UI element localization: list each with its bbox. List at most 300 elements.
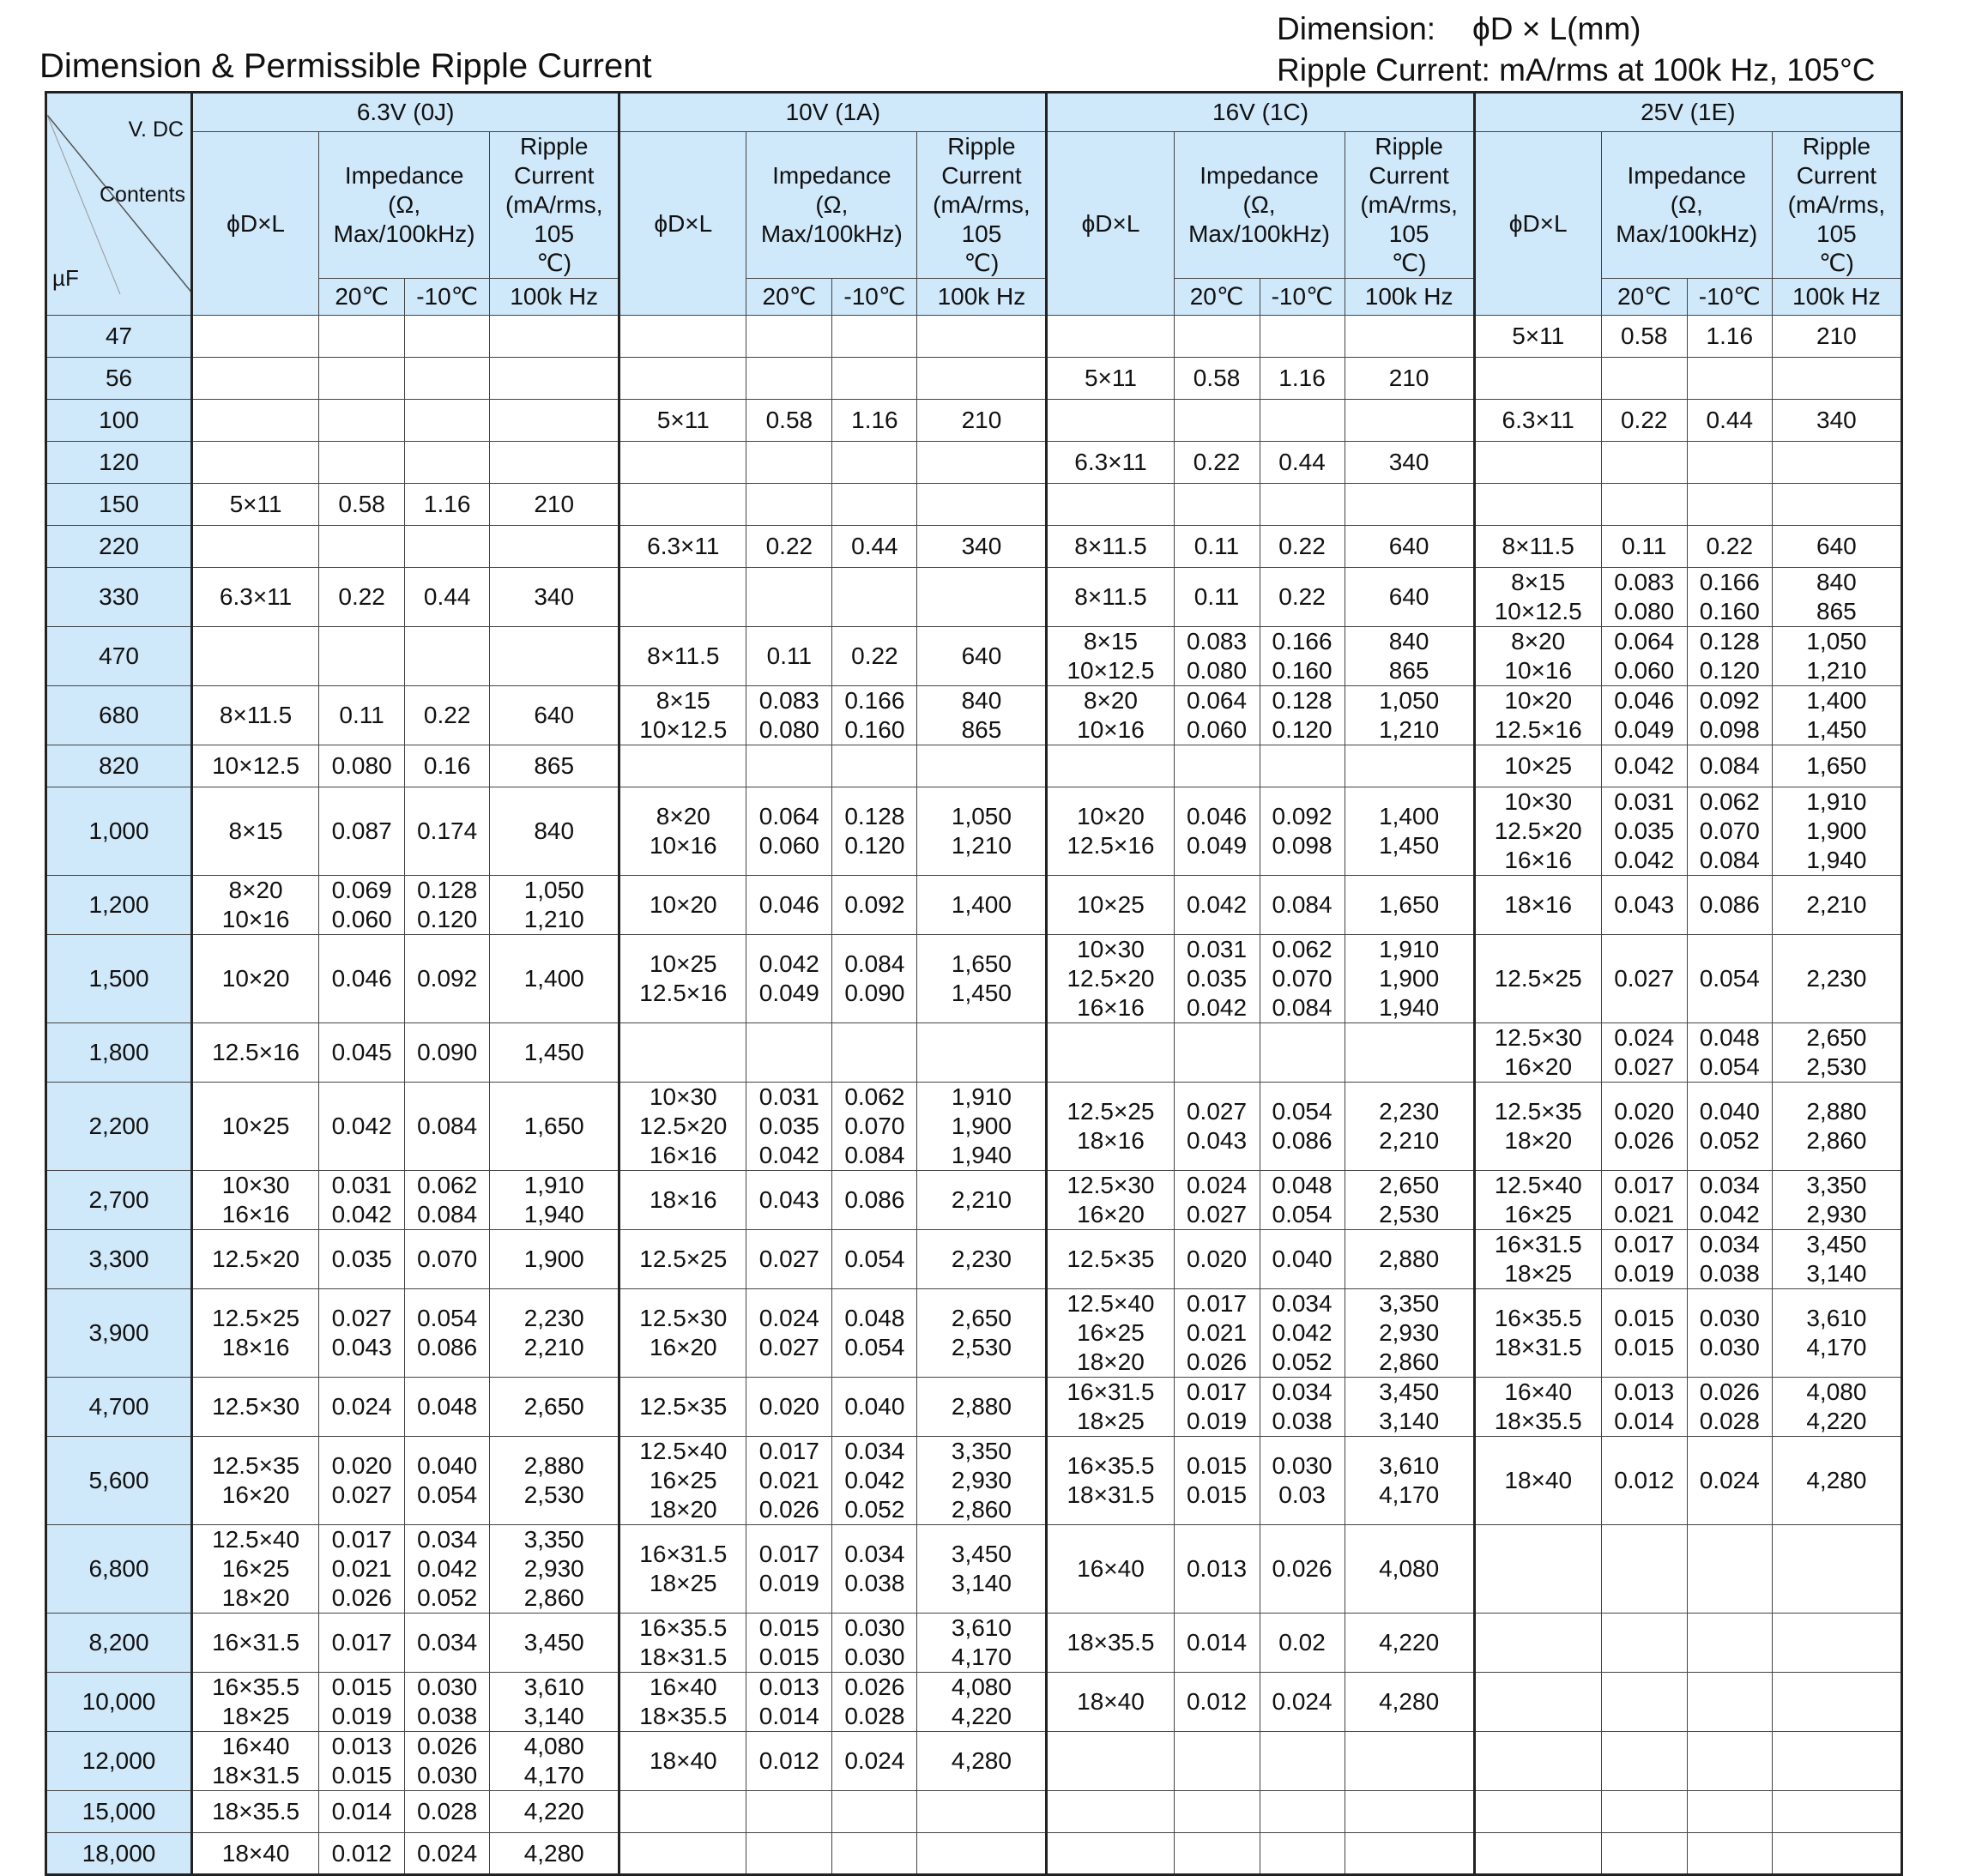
frequency-subheader: 100k Hz [917,279,1047,316]
impedance-20c-cell [319,627,405,686]
dimension-cell [1047,1732,1174,1791]
dimension-cell: 18×40 [1474,1437,1601,1525]
ripple-current-cell [1345,316,1474,358]
capacitance-cell: 4,700 [46,1378,192,1437]
table-row [46,1614,1902,1673]
impedance-20c-cell [1174,1023,1260,1083]
dimension-cell: 8×20 10×16 [1474,627,1601,686]
impedance-20c-cell: 0.027 [1601,935,1687,1023]
ripple-current-cell: 840 [490,787,619,876]
ripple-current-cell [1772,484,1901,526]
dimension-cell: 12.5×25 [619,1230,746,1289]
ripple-value: mA/rms at 100k Hz, 105°C [1499,52,1876,87]
corner-cell [46,93,192,316]
impedance-minus10c-cell: 0.084 [1260,876,1345,935]
dimension-value: ϕD × L(mm) [1472,11,1641,46]
ripple-current-cell: 1,050 1,210 [1772,627,1901,686]
ripple-current-cell [490,442,619,484]
ripple-current-cell [1772,1732,1901,1791]
impedance-minus10c-cell: 0.054 0.086 [405,1289,490,1378]
dimension-cell: 12.5×25 [1474,935,1601,1023]
table-row [46,627,1902,686]
dimension-cell: 8×15 10×12.5 [1474,568,1601,627]
dimension-cell [1474,1732,1601,1791]
impedance-20c-cell: 0.017 0.019 [746,1525,832,1614]
table-row [46,1791,1902,1833]
impedance-20c-cell [1601,484,1687,526]
dimension-cell [1047,400,1174,442]
temperature-subheader: -10℃ [1687,279,1772,316]
ripple-current-cell: 4,220 [1345,1614,1474,1673]
impedance-20c-cell [1174,484,1260,526]
impedance-20c-cell: 0.042 [319,1083,405,1171]
impedance-minus10c-cell: 0.062 0.070 0.084 [832,1083,917,1171]
table-row [46,400,1902,442]
dimension-cell: 10×20 [192,935,319,1023]
impedance-minus10c-cell: 0.22 [832,627,917,686]
capacitance-cell: 56 [46,358,192,400]
impedance-20c-cell: 0.046 [319,935,405,1023]
dimension-cell: 10×30 16×16 [192,1171,319,1230]
ripple-column-header: Ripple Current (mA/rms, 105 ℃) [490,132,619,279]
impedance-20c-cell: 0.043 [746,1171,832,1230]
ripple-current-cell: 1,050 1,210 [490,876,619,935]
impedance-20c-cell: 0.11 [1174,568,1260,627]
dimension-cell: 18×16 [1474,876,1601,935]
ripple-current-cell: 1,900 [490,1230,619,1289]
impedance-minus10c-cell: 1.16 [405,484,490,526]
impedance-minus10c-cell: 0.030 0.030 [1687,1289,1772,1378]
ripple-current-cell [1772,1525,1901,1614]
dimension-column-header: ϕD×L [1474,132,1601,316]
impedance-20c-cell: 0.020 0.026 [1601,1083,1687,1171]
impedance-20c-cell: 0.083 0.080 [1174,627,1260,686]
ripple-current-cell: 4,280 [1772,1437,1901,1525]
impedance-20c-cell [1174,1833,1260,1875]
dimension-cell [619,568,746,627]
capacitance-cell: 220 [46,526,192,568]
impedance-20c-cell [746,1791,832,1833]
ripple-current-cell: 210 [1345,358,1474,400]
ripple-current-cell: 865 [490,745,619,787]
dimension-cell: 10×25 [1047,876,1174,935]
impedance-20c-cell: 0.22 [1601,400,1687,442]
ripple-column-header: Ripple Current (mA/rms, 105 ℃) [917,132,1047,279]
capacitance-cell: 2,700 [46,1171,192,1230]
impedance-20c-cell: 0.024 0.027 [1601,1023,1687,1083]
impedance-minus10c-cell: 0.030 0.03 [1260,1437,1345,1525]
ripple-current-cell [1345,400,1474,442]
impedance-minus10c-cell: 0.084 0.090 [832,935,917,1023]
voltage-header: 6.3V (0J) [192,93,619,132]
impedance-minus10c-cell: 0.040 0.054 [405,1437,490,1525]
dimension-cell: 8×11.5 [1047,568,1174,627]
capacitance-cell: 3,300 [46,1230,192,1289]
ripple-current-cell: 1,650 [490,1083,619,1171]
ripple-current-cell: 1,910 1,900 1,940 [1772,787,1901,876]
temperature-subheader: -10℃ [1260,279,1345,316]
table-row [46,484,1902,526]
impedance-20c-cell: 0.017 0.021 [1601,1171,1687,1230]
capacitance-cell: 1,800 [46,1023,192,1083]
dimension-cell: 16×31.5 18×25 [619,1525,746,1614]
dimension-cell: 5×11 [1474,316,1601,358]
dimension-cell [619,1023,746,1083]
ripple-current-cell [490,526,619,568]
dimension-cell [1047,1833,1174,1875]
dimension-cell: 18×16 [619,1171,746,1230]
dimension-cell: 16×40 [1047,1525,1174,1614]
dimension-cell: 10×30 12.5×20 16×16 [1474,787,1601,876]
dimension-cell [619,484,746,526]
capacitance-cell: 680 [46,686,192,745]
impedance-column-header: Impedance (Ω, Max/100kHz) [1174,132,1345,279]
impedance-20c-cell: 0.013 0.014 [1601,1378,1687,1437]
dimension-cell [619,358,746,400]
table-row [46,1525,1902,1614]
ripple-current-cell: 2,650 2,530 [917,1289,1047,1378]
impedance-20c-cell: 0.22 [319,568,405,627]
impedance-minus10c-cell: 0.128 0.120 [1260,686,1345,745]
impedance-minus10c-cell: 1.16 [1687,316,1772,358]
ripple-current-cell [1772,1673,1901,1732]
ripple-current-cell [490,627,619,686]
ripple-current-cell: 4,220 [490,1791,619,1833]
impedance-minus10c-cell [1260,316,1345,358]
corner-contents-label: Contents [100,182,186,207]
ripple-current-cell: 3,610 3,140 [490,1673,619,1732]
impedance-minus10c-cell: 0.128 0.120 [405,876,490,935]
dimension-cell: 10×25 12.5×16 [619,935,746,1023]
impedance-20c-cell: 0.020 [746,1378,832,1437]
dimension-cell: 12.5×35 18×20 [1474,1083,1601,1171]
dimension-cell: 12.5×16 [192,1023,319,1083]
impedance-minus10c-cell: 0.092 0.098 [1687,686,1772,745]
impedance-minus10c-cell [832,745,917,787]
dimension-cell: 10×30 12.5×20 16×16 [1047,935,1174,1023]
impedance-20c-cell: 0.017 0.021 0.026 [746,1437,832,1525]
dimension-cell: 6.3×11 [192,568,319,627]
impedance-minus10c-cell [1687,442,1772,484]
impedance-minus10c-cell [832,442,917,484]
ripple-current-cell: 340 [490,568,619,627]
table-row [46,686,1902,745]
impedance-20c-cell: 0.015 0.015 [1601,1289,1687,1378]
impedance-minus10c-cell: 0.024 [832,1732,917,1791]
impedance-20c-cell: 0.027 0.043 [1174,1083,1260,1171]
impedance-minus10c-cell [832,568,917,627]
ripple-current-cell: 4,280 [490,1833,619,1875]
impedance-20c-cell: 0.043 [1601,876,1687,935]
impedance-minus10c-cell [832,316,917,358]
impedance-minus10c-cell: 0.024 [405,1833,490,1875]
impedance-20c-cell: 0.046 [746,876,832,935]
ripple-current-cell [490,316,619,358]
dimension-cell: 16×35.5 18×25 [192,1673,319,1732]
capacitance-cell: 3,900 [46,1289,192,1378]
dimension-column-header: ϕD×L [619,132,746,316]
ripple-current-cell [1345,745,1474,787]
impedance-20c-cell [746,316,832,358]
ripple-current-cell: 2,880 [917,1378,1047,1437]
ripple-current-cell: 2,650 [490,1378,619,1437]
impedance-minus10c-cell: 0.054 [1687,935,1772,1023]
dimension-cell: 12.5×25 18×16 [1047,1083,1174,1171]
dimension-cell: 8×15 10×12.5 [619,686,746,745]
impedance-minus10c-cell: 0.028 [405,1791,490,1833]
dimension-cell: 12.5×30 16×20 [1474,1023,1601,1083]
temperature-subheader: 20℃ [746,279,832,316]
frequency-subheader: 100k Hz [490,279,619,316]
ripple-current-cell [917,1833,1047,1875]
impedance-minus10c-cell: 0.22 [1260,526,1345,568]
capacitance-cell: 100 [46,400,192,442]
impedance-20c-cell [746,568,832,627]
impedance-minus10c-cell: 0.034 0.042 [1687,1171,1772,1230]
table-row [46,787,1902,876]
impedance-minus10c-cell [405,358,490,400]
impedance-20c-cell [746,442,832,484]
impedance-20c-cell: 0.031 0.035 0.042 [1601,787,1687,876]
impedance-minus10c-cell: 0.44 [1687,400,1772,442]
impedance-minus10c-cell: 0.166 0.160 [1260,627,1345,686]
impedance-20c-cell [746,484,832,526]
ripple-current-cell: 1,050 1,210 [1345,686,1474,745]
impedance-minus10c-cell: 0.054 [832,1230,917,1289]
capacitance-cell: 120 [46,442,192,484]
ripple-current-cell: 2,650 2,530 [1345,1171,1474,1230]
impedance-20c-cell [1174,1732,1260,1791]
dimension-cell: 10×20 12.5×16 [1047,787,1174,876]
impedance-minus10c-cell: 0.026 [1260,1525,1345,1614]
impedance-20c-cell: 0.064 0.060 [1174,686,1260,745]
impedance-20c-cell [1601,358,1687,400]
impedance-minus10c-cell: 0.086 [1687,876,1772,935]
ripple-current-cell: 840 865 [1772,568,1901,627]
table-row [46,1673,1902,1732]
corner-uf-label: µF [52,264,79,291]
impedance-minus10c-cell [832,358,917,400]
impedance-20c-cell: 0.58 [319,484,405,526]
ripple-current-cell [490,400,619,442]
ripple-current-cell: 640 [1345,526,1474,568]
impedance-20c-cell: 0.069 0.060 [319,876,405,935]
ripple-current-cell [1345,1023,1474,1083]
ripple-current-cell [490,358,619,400]
impedance-minus10c-cell [1260,400,1345,442]
impedance-20c-cell: 0.087 [319,787,405,876]
impedance-20c-cell: 0.080 [319,745,405,787]
impedance-minus10c-cell: 0.092 0.098 [1260,787,1345,876]
impedance-20c-cell: 0.064 0.060 [746,787,832,876]
impedance-minus10c-cell [1687,484,1772,526]
impedance-20c-cell [319,316,405,358]
voltage-header: 16V (1C) [1047,93,1474,132]
ripple-current-cell [1345,484,1474,526]
impedance-minus10c-cell: 0.024 [1260,1673,1345,1732]
impedance-minus10c-cell: 0.22 [1260,568,1345,627]
impedance-20c-cell: 0.11 [1601,526,1687,568]
voltage-header: 25V (1E) [1474,93,1901,132]
dimension-cell: 18×35.5 [1047,1614,1174,1673]
impedance-20c-cell: 0.11 [746,627,832,686]
impedance-20c-cell: 0.046 0.049 [1601,686,1687,745]
dimension-cell: 12.5×40 16×25 18×20 [619,1437,746,1525]
impedance-20c-cell [1601,1833,1687,1875]
capacitance-cell: 6,800 [46,1525,192,1614]
impedance-20c-cell [1601,442,1687,484]
frequency-subheader: 100k Hz [1345,279,1474,316]
ripple-note [1277,50,1876,91]
impedance-20c-cell: 0.046 0.049 [1174,787,1260,876]
impedance-20c-cell: 0.58 [1601,316,1687,358]
ripple-current-cell [1772,442,1901,484]
ripple-current-cell: 3,610 4,170 [917,1614,1047,1673]
impedance-minus10c-cell: 0.040 [1260,1230,1345,1289]
ripple-current-cell [917,745,1047,787]
table-row [46,442,1902,484]
impedance-20c-cell: 0.015 0.015 [746,1614,832,1673]
impedance-minus10c-cell: 0.070 [405,1230,490,1289]
impedance-20c-cell: 0.013 0.015 [319,1732,405,1791]
dimension-cell: 12.5×35 [1047,1230,1174,1289]
capacitance-cell: 15,000 [46,1791,192,1833]
ripple-current-cell: 1,650 [1772,745,1901,787]
dimension-cell: 16×31.5 18×25 [1047,1378,1174,1437]
impedance-minus10c-cell [832,1023,917,1083]
table-row [46,876,1902,935]
capacitance-cell: 330 [46,568,192,627]
ripple-current-cell: 4,080 4,170 [490,1732,619,1791]
impedance-minus10c-cell [1260,745,1345,787]
impedance-20c-cell [746,1023,832,1083]
impedance-20c-cell: 0.042 [1174,876,1260,935]
impedance-20c-cell [1601,1673,1687,1732]
impedance-minus10c-cell: 0.034 0.042 0.052 [405,1525,490,1614]
impedance-minus10c-cell [1260,1833,1345,1875]
temperature-subheader: 20℃ [1601,279,1687,316]
impedance-minus10c-cell [405,442,490,484]
impedance-minus10c-cell [1260,484,1345,526]
impedance-minus10c-cell: 0.040 0.052 [1687,1083,1772,1171]
ripple-current-cell: 2,230 2,210 [490,1289,619,1378]
dimension-cell: 8×11.5 [1474,526,1601,568]
ripple-current-cell: 1,400 1,450 [1772,686,1901,745]
dimension-cell: 18×35.5 [192,1791,319,1833]
impedance-minus10c-cell: 0.062 0.084 [405,1171,490,1230]
ripple-current-cell: 1,400 [917,876,1047,935]
dimension-cell: 8×20 10×16 [619,787,746,876]
impedance-20c-cell: 0.024 0.027 [1174,1171,1260,1230]
capacitance-cell: 150 [46,484,192,526]
temperature-subheader: 20℃ [1174,279,1260,316]
ripple-current-cell: 3,350 2,930 2,860 [917,1437,1047,1525]
ripple-current-cell: 2,210 [917,1171,1047,1230]
impedance-20c-cell: 0.027 0.043 [319,1289,405,1378]
ripple-current-cell: 3,450 3,140 [1772,1230,1901,1289]
ripple-current-cell [1345,1833,1474,1875]
impedance-minus10c-cell: 0.062 0.070 0.084 [1260,935,1345,1023]
temperature-subheader: 20℃ [319,279,405,316]
impedance-20c-cell: 0.012 [1174,1673,1260,1732]
dimension-cell [192,627,319,686]
impedance-minus10c-cell: 0.174 [405,787,490,876]
impedance-20c-cell: 0.22 [746,526,832,568]
impedance-20c-cell: 0.045 [319,1023,405,1083]
impedance-20c-cell: 0.042 [1601,745,1687,787]
impedance-20c-cell: 0.017 0.019 [1601,1230,1687,1289]
impedance-20c-cell: 0.017 0.019 [1174,1378,1260,1437]
impedance-20c-cell [319,442,405,484]
impedance-20c-cell [1601,1791,1687,1833]
impedance-minus10c-cell: 0.048 0.054 [1687,1023,1772,1083]
impedance-minus10c-cell: 0.054 0.086 [1260,1083,1345,1171]
capacitance-cell: 470 [46,627,192,686]
impedance-minus10c-cell: 0.048 0.054 [832,1289,917,1378]
impedance-minus10c-cell [1260,1732,1345,1791]
ripple-current-cell: 2,230 [1772,935,1901,1023]
impedance-minus10c-cell: 0.062 0.070 0.084 [1687,787,1772,876]
dimension-cell: 6.3×11 [1474,400,1601,442]
impedance-20c-cell [1174,316,1260,358]
temperature-subheader: -10℃ [405,279,490,316]
spec-table [45,91,1903,1876]
impedance-column-header: Impedance (Ω, Max/100kHz) [319,132,490,279]
frequency-subheader: 100k Hz [1772,279,1901,316]
dimension-cell [1474,484,1601,526]
impedance-20c-cell [1174,745,1260,787]
table-row [46,1289,1902,1378]
dimension-cell [1047,484,1174,526]
dimension-cell: 10×20 [619,876,746,935]
impedance-minus10c-cell: 0.034 0.038 [1260,1378,1345,1437]
dimension-cell [1047,745,1174,787]
impedance-minus10c-cell: 0.084 [405,1083,490,1171]
impedance-minus10c-cell [405,526,490,568]
impedance-20c-cell: 0.015 0.019 [319,1673,405,1732]
impedance-20c-cell: 0.012 [319,1833,405,1875]
capacitance-cell: 1,500 [46,935,192,1023]
impedance-20c-cell: 0.027 [746,1230,832,1289]
impedance-minus10c-cell [1687,1732,1772,1791]
ripple-current-cell: 2,230 2,210 [1345,1083,1474,1171]
ripple-current-cell [1772,1791,1901,1833]
dimension-cell [1474,1833,1601,1875]
ripple-current-cell: 640 [1772,526,1901,568]
impedance-20c-cell: 0.017 0.021 0.026 [319,1525,405,1614]
impedance-minus10c-cell: 0.166 0.160 [1687,568,1772,627]
ripple-current-cell: 4,080 [1345,1525,1474,1614]
impedance-20c-cell: 0.58 [1174,358,1260,400]
ripple-current-cell: 2,230 [917,1230,1047,1289]
dimension-cell [1474,1525,1601,1614]
dimension-cell [192,358,319,400]
ripple-label: Ripple Current: [1277,52,1490,87]
impedance-minus10c-cell [1687,1791,1772,1833]
impedance-minus10c-cell: 0.048 [405,1378,490,1437]
impedance-minus10c-cell: 0.22 [1687,526,1772,568]
dimension-cell: 12.5×35 16×20 [192,1437,319,1525]
ripple-current-cell: 3,350 2,930 [1772,1171,1901,1230]
impedance-minus10c-cell: 0.034 0.038 [1687,1230,1772,1289]
ripple-current-cell: 1,400 1,450 [1345,787,1474,876]
impedance-minus10c-cell: 0.034 0.038 [832,1525,917,1614]
dimension-cell: 16×40 18×35.5 [1474,1378,1601,1437]
dimension-cell [192,316,319,358]
dimension-cell [1047,1023,1174,1083]
dimension-cell: 5×11 [1047,358,1174,400]
impedance-20c-cell: 0.017 0.021 0.026 [1174,1289,1260,1378]
